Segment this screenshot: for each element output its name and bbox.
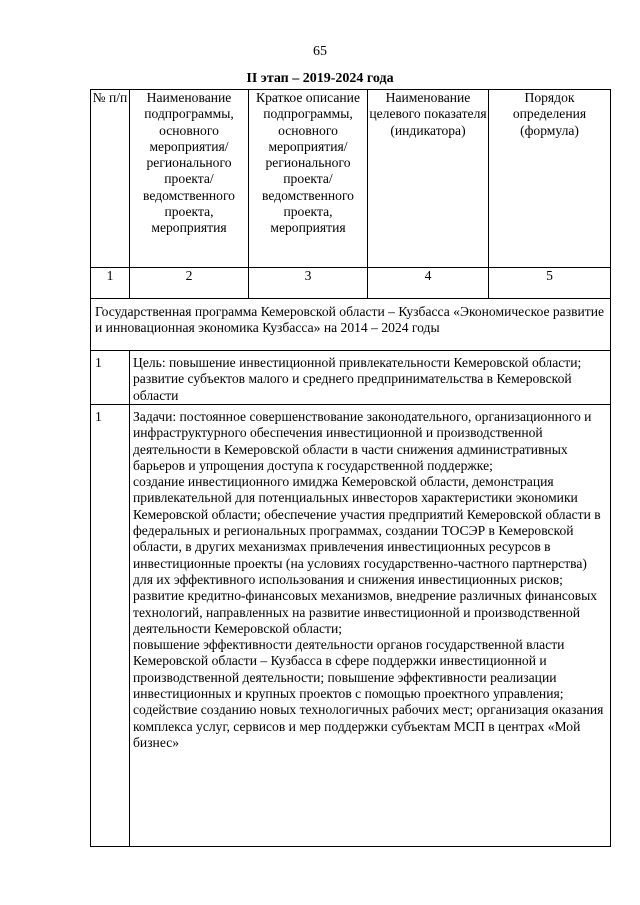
goal-row bbox=[91, 351, 611, 405]
column-number: 1 bbox=[91, 268, 130, 299]
header-cell-formula: Порядок определения (формула) bbox=[489, 90, 611, 268]
table-header-row bbox=[91, 90, 611, 268]
column-number: 5 bbox=[489, 268, 611, 299]
task-paragraph: Задачи: постоянное совершенствование законодательного, организационного и инфраструктурного обеспечения инвестиционной и производственной деятельности в Кемеровской области в части снижения административных барьеров и упрощения доступа к государственной поддержке; bbox=[133, 409, 592, 473]
program-title: Государственная программа Кемеровской области – Кузбасса «Экономическое развитие и инновационная экономика Кузбасса» на 2014 – 2024 годы bbox=[91, 299, 611, 351]
tasks-index: 1 bbox=[91, 405, 130, 847]
task-paragraph: содействие созданию новых технологичных рабочих мест; организация оказания комплекса услуг, сервисов и мер поддержки субъектам МСП в центрах «Мой бизнес» bbox=[133, 702, 604, 750]
header-cell-subprogram-name: Наименование подпрограммы, основного мероприятия/ регионального проекта/ ведомственного проекта, мероприятия bbox=[130, 90, 249, 268]
column-number-row bbox=[91, 268, 611, 299]
program-table bbox=[90, 89, 611, 847]
column-number: 4 bbox=[368, 268, 489, 299]
stage-title: II этап – 2019-2024 года bbox=[246, 71, 394, 86]
task-paragraph: повышение эффективности деятельности органов государственной власти Кемеровской области – Кузбасса в сфере поддержки инвестиционной и производственной деятельности; повышение эффективности реализации инвестиционных и крупных проектов с помощью проектного управления; bbox=[133, 637, 565, 702]
header-cell-indicator: Наименование целевого показателя (индикатора) bbox=[368, 90, 489, 268]
page-number: 65 bbox=[313, 44, 327, 59]
tasks-row bbox=[91, 405, 611, 847]
program-row bbox=[91, 299, 611, 351]
tasks-text bbox=[130, 405, 611, 847]
column-number: 3 bbox=[249, 268, 368, 299]
header-cell-description: Краткое описание подпрограммы, основного мероприятия/ регионального проекта/ ведомственного проекта, мероприятия bbox=[249, 90, 368, 268]
column-number: 2 bbox=[130, 268, 249, 299]
goal-text: Цель: повышение инвестиционной привлекательности Кемеровской области; развитие субъектов малого и среднего предпринимательства в Кемеровской области bbox=[130, 351, 611, 405]
goal-index: 1 bbox=[91, 351, 130, 405]
task-paragraph: создание инвестиционного имиджа Кемеровской области, демонстрация привлекательной для потенциальных инвесторов характеристики экономики Кемеровской области; обеспечение участия предприятий Кемеровской области в федеральных и региональных программах, создании ТОСЭР в Кемеровской области, в других механизмах привлечения инвестиционных ресурсов в инвестиционные проекты (на условиях государственно-частного партнерства) для их эффективного использования и снижения инвестиционных рисков; развитие кредитно-финансовых механизмов, внедрение различных финансовых технологий, направленных на развитие инвестиционной и производственной деятельности Кемеровской области; bbox=[133, 474, 601, 636]
header-cell-number: № п/п bbox=[91, 90, 130, 268]
